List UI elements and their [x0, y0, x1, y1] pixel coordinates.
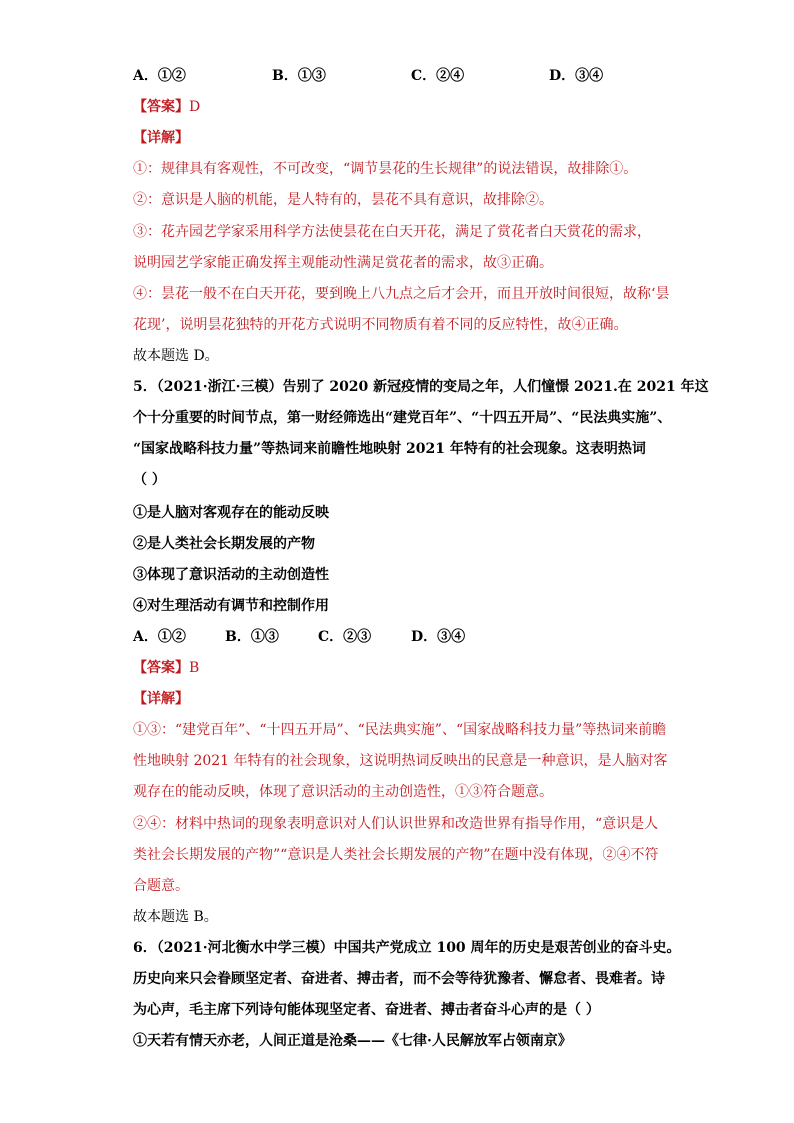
- q4-explain-line: 说明园艺学家能正确发挥主观能动性满足赏花者的需求，故③正确。: [133, 255, 553, 271]
- q5-stem-line: 个十分重要的时间节点，第一财经筛选出“建党百年”、“十四五开局”、“民法典实施”、: [133, 410, 672, 426]
- q6-stem-line: 为心声，毛主席下列诗句能体现坚定者、奋进者、搏击者奋斗心声的是（ ）: [133, 1002, 600, 1018]
- q5-explain-line: 观存在的能动反映，体现了意识活动的主动创造性，①③符合题意。: [133, 784, 553, 800]
- q5-explain-line: 性地映射 2021 年特有的社会现象，这说明热词反映出的民意是一种意识，是人脑对客: [133, 753, 668, 769]
- q4-explain-line: ④：昙花一般不在白天开花，要到晚上八九点之后才会开，而且开放时间很短，故称‘昙: [133, 286, 670, 302]
- q4-explain-line: ①：规律具有客观性，不可改变，“调节昙花的生长规律”的说法错误，故排除①。: [133, 161, 638, 177]
- q4-conclusion: 故本题选 D。: [133, 348, 219, 364]
- q4-detail-label: 【详解】: [133, 130, 189, 146]
- q4-explain-line: 花现’，说明昙花独特的开花方式说明不同物质有着不同的反应特性，故④正确。: [133, 317, 628, 333]
- q6-stem-line: 历史向来只会眷顾坚定者、奋进者、搏击者，而不会等待犹豫者、懈怠者、畏难者。诗: [133, 971, 665, 987]
- q4-explain-line: ③：花卉园艺学家采用科学方法使昙花在白天开花，满足了赏花者白天赏花的需求，: [133, 224, 651, 240]
- q5-option-a: A．①②: [133, 629, 186, 645]
- q5-conclusion: 故本题选 B。: [133, 909, 218, 925]
- q5-explain-line: ①③：“建党百年”、“十四五开局”、“民法典实施”、“国家战略科技力量”等热词来前瞻: [133, 722, 667, 738]
- q5-statement: ①是人脑对客观存在的能动反映: [133, 505, 329, 521]
- q5-statement: ②是人类社会长期发展的产物: [133, 536, 315, 552]
- q5-option-c: C．②③: [318, 629, 372, 645]
- q5-explain-line: 类社会长期发展的产物”“意识是人类社会长期发展的产物”在题中没有体现，②④不符: [133, 847, 659, 863]
- q5-answer-value: B: [189, 660, 200, 676]
- q5-stem-line: 5．（2021·浙江·三模）告别了 2020 新冠疫情的变局之年，人们憧憬 2021.在 2021 年这: [133, 379, 709, 395]
- q5-explain-line: ②④：材料中热词的现象表明意识对人们认识世界和改造世界有指导作用，“意识是人: [133, 816, 659, 832]
- q6-stem-line: 6．（2021·河北衡水中学三模）中国共产党成立 100 周年的历史是艰苦创业的奋斗史。: [133, 940, 681, 956]
- q5-statement: ③体现了意识活动的主动创造性: [133, 567, 329, 583]
- q4-option-c: C．②④: [411, 68, 465, 84]
- q5-answer: [133, 658, 199, 678]
- q4-explain-line: ②：意识是人脑的机能，是人特有的，昙花不具有意识，故排除②。: [133, 192, 553, 208]
- q4-answer: [133, 97, 200, 117]
- q4-option-a: A．①②: [133, 68, 186, 84]
- q5-detail-label: 【详解】: [133, 691, 189, 707]
- q5-option-b: B．①③: [225, 629, 279, 645]
- q4-option-d: D．③④: [549, 68, 604, 84]
- q4-answer-label: 【答案】: [133, 99, 189, 115]
- q5-answer-label: 【答案】: [133, 660, 189, 676]
- q5-explain-line: 合题意。: [133, 878, 189, 894]
- q6-statement: ①天若有情天亦老，人间正道是沧桑——《七律·人民解放军占领南京》: [133, 1033, 572, 1049]
- q4-option-b: B．①③: [272, 68, 326, 84]
- q4-answer-value: D: [189, 99, 201, 115]
- q5-stem-line: “国家战略科技力量”等热词来前瞻性地映射 2021 年特有的社会现象。这表明热词: [133, 441, 646, 457]
- q5-statement: ④对生理活动有调节和控制作用: [133, 598, 329, 614]
- q5-option-d: D．③④: [411, 629, 466, 645]
- q5-answer-bracket: （ ）: [133, 472, 166, 488]
